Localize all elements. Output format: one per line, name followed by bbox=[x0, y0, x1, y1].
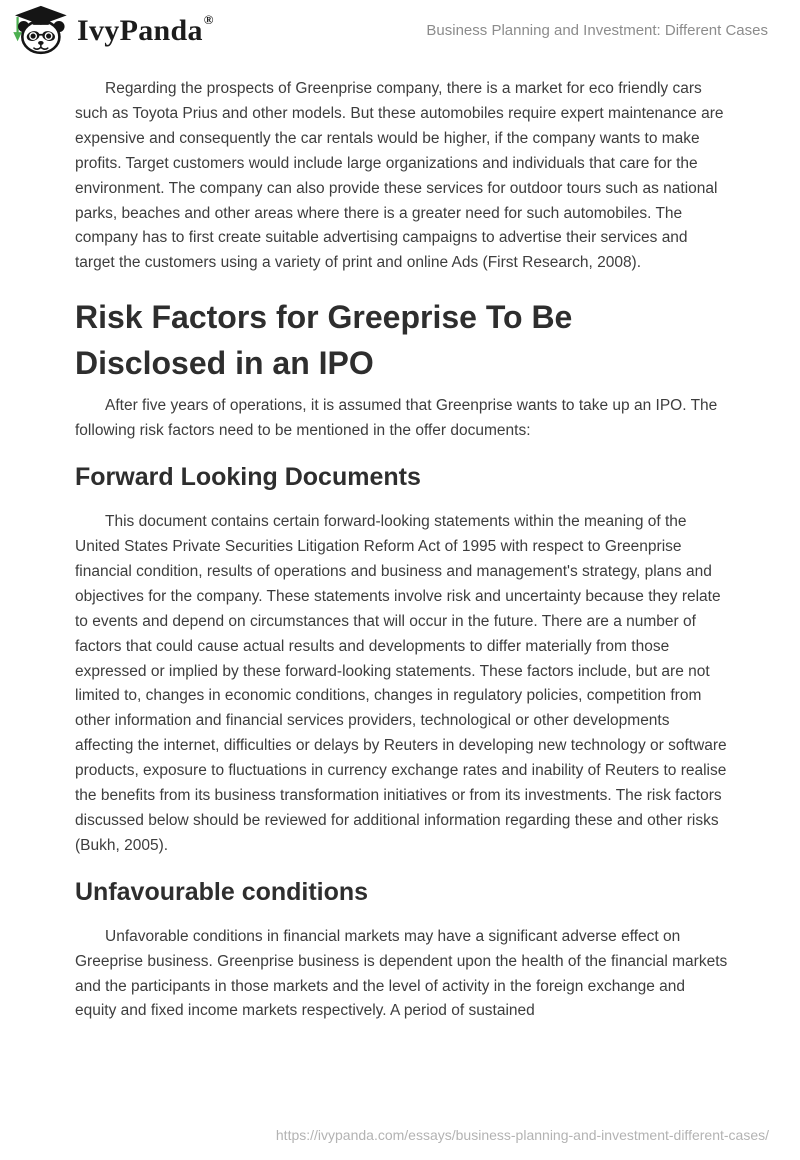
forward-looking-paragraph: This document contains certain forward-looking statements within the meaning of the United States Private Securities Litigation Reform Act of 1995 with respect to Greenprise financial condition, results of operations and business and management's strategy, plans and objectives for the company. These statements involve risk and uncertainty because they relate to events and depend on circumstances that will occur in the future. There are a number of factors that could cause actual results and developments to differ materially from those expressed or implied by these forward-looking statements. These factors include, but are not limited to, changes in economic conditions, changes in regulatory policies, competition from other information and financial services providers, technological or other developments affecting the internet, difficulties or delays by Reuters in developing new technology or software products, exposure to fluctuations in currency exchange rates and inability of Reuters to realise the benefits from its business transformation initiatives or from its investments. The risk factors discussed below should be reviewed for additional information regarding these and other risks (Bukh, 2005). bbox=[75, 513, 727, 854]
document-title: Business Planning and Investment: Different Cases bbox=[426, 21, 768, 39]
brand bbox=[10, 5, 214, 55]
panda-graduate-icon bbox=[10, 5, 70, 55]
brand-name-text: IvyPanda bbox=[77, 14, 203, 47]
intro-paragraph: Regarding the prospects of Greenprise company, there is a market for eco friendly cars such as Toyota Prius and other models. But these automobiles require expert maintenance are expensive and consequently the car rentals would be higher, if the company wants to make profits. Target customers would include large organizations and individuals that care for the environment. The company can also provide these services for outdoor tours such as national parks, beaches and other areas where there is a greater need for such automobiles. The company has to first create suitable advertising campaigns to advertise their services and target the customers using a variety of print and online Ads (First Research, 2008). bbox=[75, 80, 724, 272]
section-heading-risk-factors: Risk Factors for Greeprise To Be Disclosed in an IPO bbox=[75, 299, 573, 382]
subheading-unfavourable-conditions: Unfavourable conditions bbox=[75, 877, 369, 906]
article-body bbox=[0, 57, 800, 1024]
brand-name bbox=[77, 12, 214, 48]
page-header bbox=[0, 0, 800, 57]
unfavourable-paragraph: Unfavorable conditions in financial markets may have a significant adverse effect on Greeprise business. Greenprise business is dependent upon the health of the financial markets and the participants in those markets and the level of activity in the foreign exchange and equity and fixed income markets respectively. A period of sustained bbox=[75, 927, 728, 1020]
ipo-paragraph: After five years of operations, it is assumed that Greenprise wants to take up an IPO. The following risk factors need to be mentioned in the offer documents: bbox=[75, 397, 718, 440]
registered-mark: ® bbox=[203, 12, 214, 27]
subheading-forward-looking-documents: Forward Looking Documents bbox=[75, 463, 421, 492]
source-url-link[interactable]: https://ivypanda.com/essays/business-planning-and-investment-different-cases/ bbox=[275, 1127, 769, 1143]
